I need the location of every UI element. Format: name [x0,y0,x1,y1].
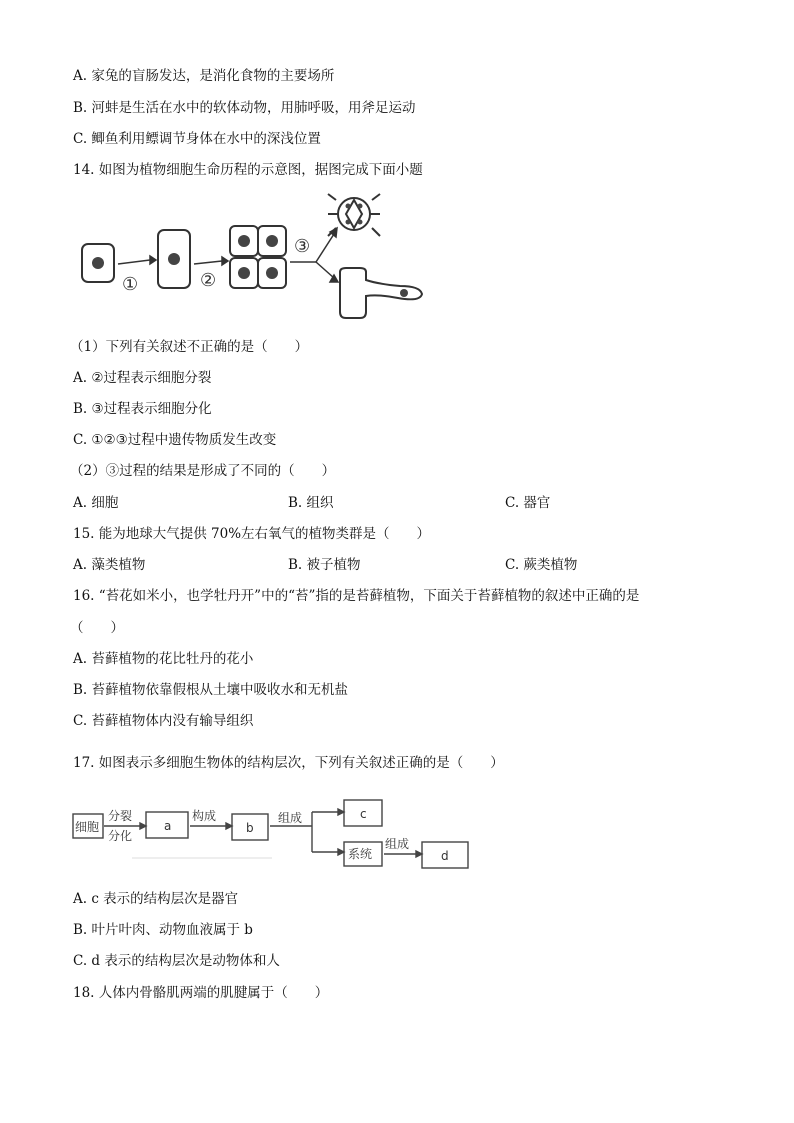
c-label: c [360,807,367,821]
divide-label: 分裂 [108,809,133,823]
differentiate-label: 分化 [108,829,133,843]
root-hair-cell-drawing [340,268,422,318]
q16-option-a: A. 苔藓植物的花比牡丹的花小 [73,651,254,667]
process-label-2: ② [200,270,217,291]
cell-life-cycle-figure [78,192,438,327]
q13-option-b: B. 河蚌是生活在水中的软体动物，用肺呼吸，用斧足运动 [73,100,416,116]
q17-option-b: B. 叶片叶肉、动物血液属于 b [73,922,253,938]
q14-sub1-option-a: A. ②过程表示细胞分裂 [73,370,212,386]
q13-option-a: A. 家兔的盲肠发达，是消化食物的主要场所 [73,68,335,84]
q14-sub1-option-c: C. ①②③过程中遗传物质发生改变 [73,432,277,448]
q13-option-c: C. 鲫鱼利用鳔调节身体在水中的深浅位置 [73,131,321,147]
q18-stem: 18. 人体内骨骼肌两端的肌腱属于（ ） [73,985,329,1001]
q16-stem-line2: （ ） [70,620,124,636]
process-label-1: ① [122,274,139,295]
q17-option-c: C. d 表示的结构层次是动物体和人 [73,953,280,969]
q17-option-a: A. c 表示的结构层次是器官 [73,891,239,907]
q16-option-c: C. 苔藓植物体内没有输导组织 [73,713,254,729]
q16-stem-line1: 16. “苔花如米小，也学牡丹开”中的“苔”指的是苔藓植物，下面关于苔藓植物的叙述中正确的是 [73,588,640,604]
d-label: d [441,849,449,863]
compose3-label: 组成 [385,837,410,851]
q14-sub2-option-b: B. 组织 [288,495,334,511]
q14-sub1-stem: （1）下列有关叙述不正确的是（ ） [70,339,309,355]
system-label: 系统 [348,847,373,861]
q14-sub2-option-c: C. 器官 [505,495,551,511]
q14-sub2-stem: （2）③过程的结果是形成了不同的（ ） [70,463,336,479]
q17-stem: 17. 如图表示多细胞生物体的结构层次，下列有关叙述正确的是（ ） [73,755,504,771]
q14-stem: 14. 如图为植物细胞生命历程的示意图，据图完成下面小题 [73,162,423,178]
q14-sub1-option-b: B. ③过程表示细胞分化 [73,401,212,417]
q16-option-b: B. 苔藓植物依靠假根从土壤中吸收水和无机盐 [73,682,349,698]
compose2-label: 组成 [278,811,303,825]
compose1-label: 构成 [192,809,217,823]
process-label-3: ③ [294,236,311,257]
q15-stem: 15. 能为地球大气提供 70%左右氧气的植物类群是（ ） [73,526,431,542]
q15-option-b: B. 被子植物 [288,557,361,573]
a-label: a [164,819,172,833]
b-label: b [246,821,254,835]
q15-option-a: A. 藻类植物 [73,557,146,573]
cell-label: 细胞 [75,820,100,834]
structure-levels-figure [72,796,472,876]
q14-sub2-option-a: A. 细胞 [73,495,119,511]
q15-option-c: C. 蕨类植物 [505,557,578,573]
